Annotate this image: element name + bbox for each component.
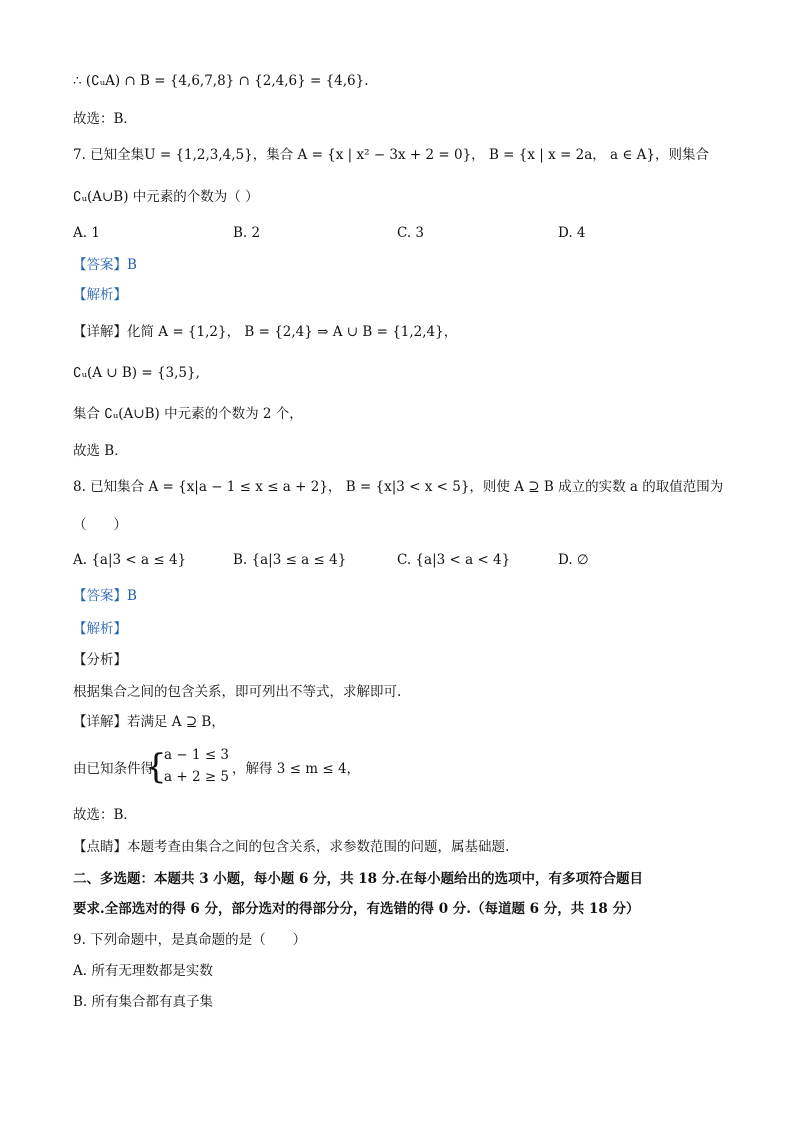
question-9-stem: 9. 下列命题中，是真命题的是（ ） — [73, 932, 307, 948]
q8-answer: 【答案】B — [73, 588, 137, 604]
question-8-stem: 8. 已知集合 A = {x|a − 1 ≤ x ≤ a + 2}， B = {x|3 < x < 5}，则使 A ⊇ B 成立的实数 a 的取值范围为 — [73, 479, 724, 495]
q9-option-b: B. 所有集合都有真子集 — [73, 994, 214, 1010]
q7-option-a: A. 1 — [73, 225, 100, 241]
inequality-system-brace: { — [145, 747, 167, 787]
inequality-1: a − 1 ≤ 3 — [164, 747, 230, 763]
question-7-stem-continued: ∁ᵤ(A∪B) 中元素的个数为（ ） — [73, 189, 259, 205]
q8-condition-prefix: 由已知条件得 — [73, 761, 154, 777]
q7-option-c: C. 3 — [397, 225, 425, 241]
q7-choose: 故选 B． — [73, 443, 128, 459]
section-2-heading-continued: 要求.全部选对的得 6 分，部分选对的得部分分，有选错的得 0 分.（每道题 6 分，共 18 分） — [73, 901, 640, 917]
q8-choose: 故选：B． — [73, 807, 137, 823]
q7-analysis-label: 【解析】 — [73, 287, 127, 303]
q7-detail: 【详解】化简 A = {1,2}， B = {2,4} ⇒ A ∪ B = {1,2,4}， — [73, 324, 458, 340]
q9-option-a: A. 所有无理数都是实数 — [73, 963, 213, 979]
q7-count: 集合 ∁ᵤ(A∪B) 中元素的个数为 2 个， — [73, 406, 303, 422]
q8-option-c: C. {a|3 < a < 4} — [397, 552, 511, 568]
q8-option-d: D. ∅ — [558, 552, 589, 568]
q8-fenxi-label: 【分析】 — [73, 652, 127, 668]
q8-detail: 【详解】若满足 A ⊇ B， — [73, 714, 225, 730]
line-intersection-result: ∴ (∁ᵤA) ∩ B = {4,6,7,8} ∩ {2,4,6} = {4,6}. — [73, 73, 369, 89]
section-2-heading: 二、多选题：本题共 3 小题，每小题 6 分，共 18 分.在每小题给出的选项中，有多项符合题目 — [73, 871, 643, 887]
q8-option-b: B. {a|3 ≤ a ≤ 4} — [233, 552, 347, 568]
q7-option-d: D. 4 — [558, 225, 586, 241]
q8-condition-suffix: ，解得 3 ≤ m ≤ 4， — [232, 761, 361, 777]
q8-dianjing: 【点睛】本题考查由集合之间的包含关系，求参数范围的问题，属基础题. — [73, 839, 510, 855]
q8-fenxi-text: 根据集合之间的包含关系，即可列出不等式，求解即可. — [73, 684, 402, 700]
q7-complement: ∁ᵤ(A ∪ B) = {3,5}, — [73, 365, 200, 381]
q8-analysis-label: 【解析】 — [73, 621, 127, 637]
line-choose-b: 故选：B． — [73, 111, 137, 127]
q7-option-b: B. 2 — [233, 225, 261, 241]
q8-option-a: A. {a|3 < a ≤ 4} — [73, 552, 187, 568]
q7-answer: 【答案】B — [73, 257, 137, 273]
inequality-2: a + 2 ≥ 5 — [164, 769, 230, 785]
question-8-paren: （ ） — [73, 517, 127, 533]
question-7-stem: 7. 已知全集U = {1,2,3,4,5}，集合 A = {x | x² − 3x + 2 = 0}， B = {x | x = 2a， a ∈ A}，则集合 — [73, 147, 710, 163]
